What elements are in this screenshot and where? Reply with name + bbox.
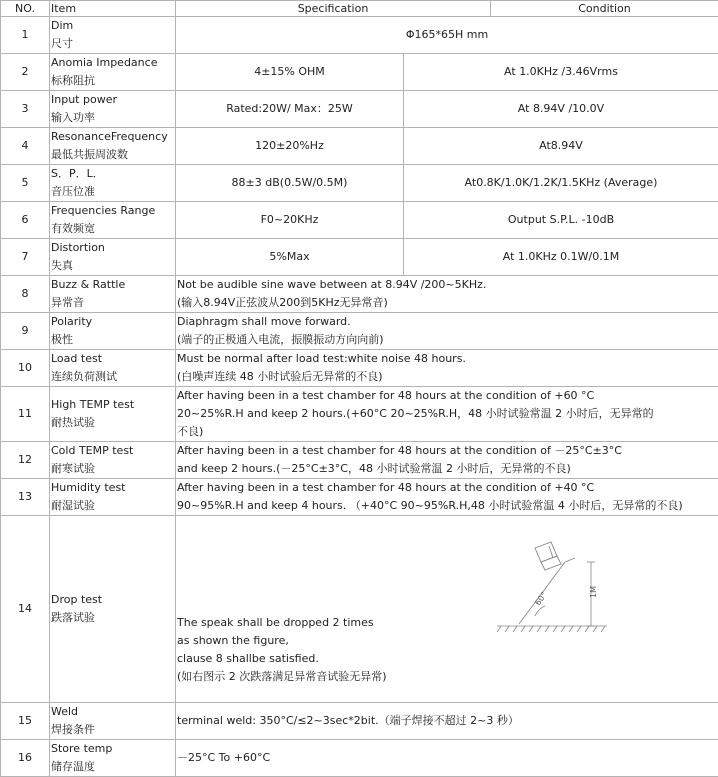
description-line: The speak shall be dropped 2 times xyxy=(177,614,387,632)
table-row xyxy=(1,17,718,54)
row-no: 7 xyxy=(1,239,50,276)
row-spec: 88±3 dB(0.5W/0.5M) xyxy=(176,165,404,202)
item-en: Input power xyxy=(51,91,174,109)
description-line: Must be normal after load test:white noise 48 hours. xyxy=(177,350,717,368)
row-item xyxy=(50,350,176,387)
row-spec: F0~20KHz xyxy=(176,202,404,239)
row-item xyxy=(50,516,176,703)
description-line: 90~95%R.H and keep 4 hours. （+40°C 90~95%R.H,48 小时试验常温 4 小时后，无异常的不良) xyxy=(177,497,717,515)
row-no: 4 xyxy=(1,128,50,165)
item-cn: 失真 xyxy=(51,257,174,275)
row-no: 11 xyxy=(1,387,50,442)
item-cn: 焊接条件 xyxy=(51,721,174,739)
description-line: and keep 2 hours.(－25°C±3°C，48 小时试验常温 2 小时后，无异常的不良) xyxy=(177,460,717,478)
description-line: (白噪声连续 48 小时试验后无异常的不良) xyxy=(177,368,717,386)
item-cn: 尺寸 xyxy=(51,35,174,53)
row-spec: Rated:20W/ Max：25W xyxy=(176,91,404,128)
description-line: Not be audible sine wave between at 8.94V /200~5KHz. xyxy=(177,276,717,294)
item-en: Cold TEMP test xyxy=(51,442,174,460)
item-cn: 储存温度 xyxy=(51,758,174,776)
row-spec: Φ165*65H mm xyxy=(176,17,718,54)
item-en: Dim xyxy=(51,17,174,35)
table-row xyxy=(1,239,718,276)
row-condition: At0.8K/1.0K/1.2K/1.5KHz (Average) xyxy=(404,165,718,202)
table-row xyxy=(1,54,718,91)
row-condition: Output S.P.L. -10dB xyxy=(404,202,718,239)
row-item xyxy=(50,740,176,777)
row-no: 16 xyxy=(1,740,50,777)
header-condition: Condition xyxy=(491,1,718,17)
table-row xyxy=(1,276,718,313)
row-item xyxy=(50,276,176,313)
row-condition: At 1.0KHz /3.46Vrms xyxy=(404,54,718,91)
table-row xyxy=(1,740,718,777)
row-no: 12 xyxy=(1,442,50,479)
description-line: clause 8 shallbe satisfied. xyxy=(177,650,387,668)
item-en: Drop test xyxy=(51,591,174,609)
row-description xyxy=(176,516,718,703)
row-no: 6 xyxy=(1,202,50,239)
item-cn: 耐热试验 xyxy=(51,414,174,432)
table-row xyxy=(1,442,718,479)
row-no: 10 xyxy=(1,350,50,387)
drop-test-area xyxy=(177,516,717,701)
header-no: NO. xyxy=(1,1,50,17)
item-en: Weld xyxy=(51,703,174,721)
item-cn: 耐寒试验 xyxy=(51,460,174,478)
row-item xyxy=(50,313,176,350)
table-row xyxy=(1,128,718,165)
item-en: Load test xyxy=(51,350,174,368)
row-item xyxy=(50,17,176,54)
row-description xyxy=(176,313,718,350)
row-description xyxy=(176,740,718,777)
drop-test-text xyxy=(177,614,387,686)
angle-label: 60° xyxy=(533,590,549,607)
item-en: Anomia Impedance xyxy=(51,54,174,72)
header-row xyxy=(1,1,718,17)
item-cn: 音压位准 xyxy=(51,183,174,201)
description-line: 20~25%R.H and keep 2 hours.(+60°C 20~25%R.H，48 小时试验常温 2 小时后，无异常的 xyxy=(177,405,717,423)
row-spec: 5%Max xyxy=(176,239,404,276)
header-item: Item xyxy=(50,1,176,17)
item-cn: 有效频宽 xyxy=(51,220,174,238)
row-condition: At 8.94V /10.0V xyxy=(404,91,718,128)
row-description xyxy=(176,387,718,442)
row-spec: 4±15% OHM xyxy=(176,54,404,91)
header-specification: Specification xyxy=(176,1,491,17)
row-item xyxy=(50,442,176,479)
item-cn: 耐湿试验 xyxy=(51,497,174,515)
item-en: Polarity xyxy=(51,313,174,331)
item-cn: 标称阻抗 xyxy=(51,72,174,90)
row-item xyxy=(50,165,176,202)
row-no: 5 xyxy=(1,165,50,202)
row-description xyxy=(176,350,718,387)
description-line: After having been in a test chamber for 48 hours at the condition of +40 °C xyxy=(177,479,717,497)
row-description xyxy=(176,442,718,479)
support-top xyxy=(565,558,575,562)
floor-line xyxy=(497,626,607,632)
description-line: After having been in a test chamber for 48 hours at the condition of －25°C±3°C xyxy=(177,442,717,460)
table-row xyxy=(1,313,718,350)
description-line: －25°C To +60°C xyxy=(177,749,717,767)
item-en: Frequencies Range xyxy=(51,202,174,220)
row-item xyxy=(50,479,176,516)
row-item xyxy=(50,54,176,91)
table-row xyxy=(1,91,718,128)
item-en: Buzz & Rattle xyxy=(51,276,174,294)
row-item xyxy=(50,703,176,740)
item-cn: 输入功率 xyxy=(51,109,174,127)
drop-test-figure xyxy=(495,528,615,640)
description-line: (如右图示 2 次跌落满足异常音试验无异常) xyxy=(177,668,387,686)
description-line: as shown the figure, xyxy=(177,632,387,650)
row-item xyxy=(50,91,176,128)
height-label: 1M xyxy=(589,586,598,598)
description-line: After having been in a test chamber for 48 hours at the condition of +60 °C xyxy=(177,387,717,405)
table-row xyxy=(1,479,718,516)
table-row xyxy=(1,165,718,202)
description-line: (输入8.94V正弦波从200到5KHz无异常音) xyxy=(177,294,717,312)
row-no: 1 xyxy=(1,17,50,54)
item-en: High TEMP test xyxy=(51,396,174,414)
description-line: terminal weld: 350°C/≤2~3sec*2bit.（端子焊接不超过 2~3 秒） xyxy=(177,712,717,730)
row-no: 13 xyxy=(1,479,50,516)
row-description xyxy=(176,276,718,313)
row-item xyxy=(50,128,176,165)
row-no: 15 xyxy=(1,703,50,740)
item-en: Distortion xyxy=(51,239,174,257)
row-spec: 120±20%Hz xyxy=(176,128,404,165)
description-line: (端子的正极通入电流，振膜振动方向向前) xyxy=(177,331,717,349)
item-cn: 极性 xyxy=(51,331,174,349)
description-line: 不良) xyxy=(177,423,717,441)
item-en: ResonanceFrequency xyxy=(51,128,174,146)
table-row xyxy=(1,516,718,703)
row-no: 8 xyxy=(1,276,50,313)
table-row xyxy=(1,387,718,442)
description-line: Diaphragm shall move forward. xyxy=(177,313,717,331)
item-cn: 最低共振周波数 xyxy=(51,146,174,164)
row-no: 3 xyxy=(1,91,50,128)
row-no: 2 xyxy=(1,54,50,91)
row-description xyxy=(176,703,718,740)
item-en: Humidity test xyxy=(51,479,174,497)
row-condition: At8.94V xyxy=(404,128,718,165)
row-condition: At 1.0KHz 0.1W/0.1M xyxy=(404,239,718,276)
table-row xyxy=(1,703,718,740)
item-cn: 连续负荷测试 xyxy=(51,368,174,386)
table-row xyxy=(1,350,718,387)
item-cn: 异常音 xyxy=(51,294,174,312)
row-no: 9 xyxy=(1,313,50,350)
row-no: 14 xyxy=(1,516,50,703)
row-item xyxy=(50,239,176,276)
table-row xyxy=(1,202,718,239)
item-cn: 跌落试验 xyxy=(51,609,174,627)
speaker-shape xyxy=(535,542,561,570)
item-en: Store temp xyxy=(51,740,174,758)
row-item xyxy=(50,202,176,239)
item-en: S．P．L． xyxy=(51,165,174,183)
row-description xyxy=(176,479,718,516)
row-item xyxy=(50,387,176,442)
